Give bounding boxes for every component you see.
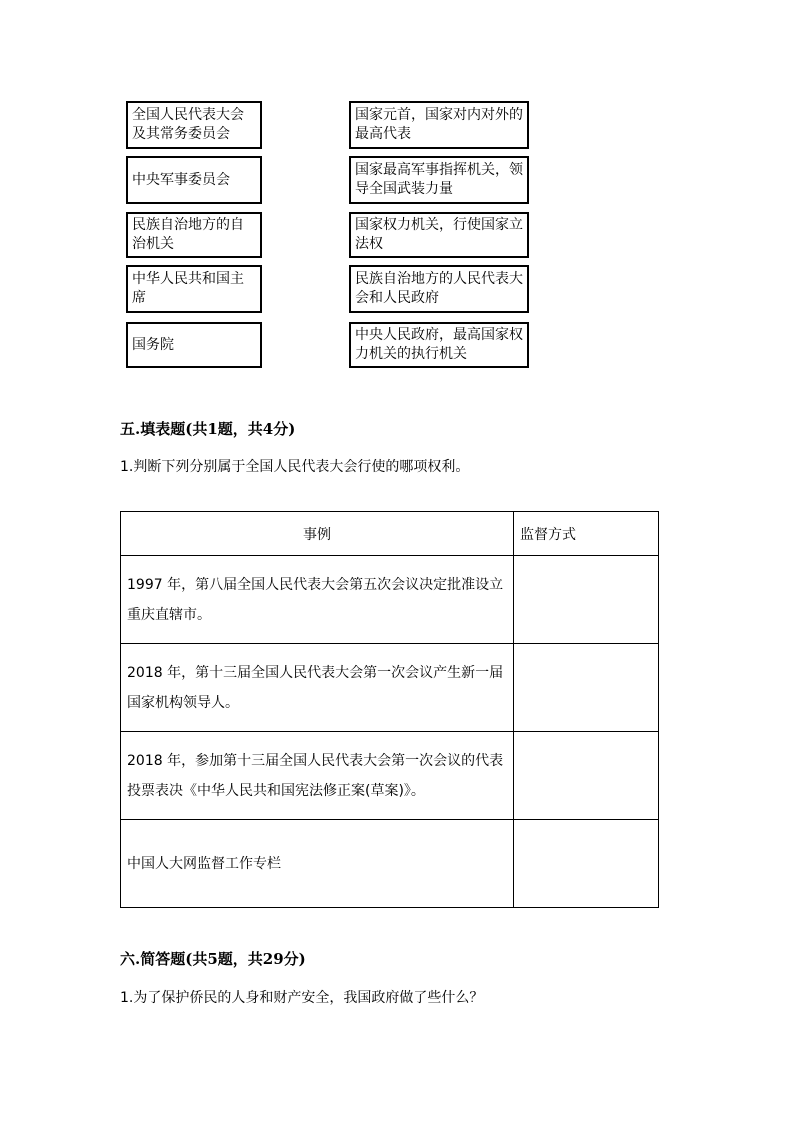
section-title-fill-table: 五.填表题(共1题，共4分) (120, 420, 296, 438)
match-left-item: 全国人民代表大会及其常务委员会 (126, 101, 262, 149)
match-right-item: 中央人民政府，最高国家权力机关的执行机关 (349, 322, 529, 368)
match-left-item: 国务院 (126, 322, 262, 368)
table-cell-answer[interactable] (514, 820, 659, 908)
match-right-item: 国家最高军事指挥机关，领导全国武装力量 (349, 156, 529, 204)
table-row (121, 556, 659, 644)
match-left-item: 中华人民共和国主席 (126, 265, 262, 313)
question-text: 1.判断下列分别属于全国人民代表大会行使的哪项权利。 (120, 459, 470, 475)
table-row (121, 820, 659, 908)
section-title-short-answer: 六.简答题(共5题，共29分) (120, 950, 306, 968)
table-cell-example: 1997 年，第八届全国人民代表大会第五次会议决定批准设立重庆直辖市。 (121, 556, 514, 644)
question-text: 1.为了保护侨民的人身和财产安全，我国政府做了些什么？ (120, 990, 484, 1006)
match-right-item: 国家元首，国家对内对外的最高代表 (349, 101, 529, 149)
table-cell-answer[interactable] (514, 732, 659, 820)
table-cell-answer[interactable] (514, 644, 659, 732)
fill-table (120, 511, 659, 908)
table-row (121, 644, 659, 732)
match-right-item: 民族自治地方的人民代表大会和人民政府 (349, 265, 529, 313)
match-left-item: 中央军事委员会 (126, 156, 262, 204)
column-header-example: 事例 (121, 512, 514, 556)
table-header-row (121, 512, 659, 556)
match-left-item: 民族自治地方的自治机关 (126, 212, 262, 258)
table-cell-example: 2018 年，第十三届全国人民代表大会第一次会议产生新一届国家机构领导人。 (121, 644, 514, 732)
table-cell-answer[interactable] (514, 556, 659, 644)
column-header-method: 监督方式 (514, 512, 659, 556)
table-cell-example: 中国人大网监督工作专栏 (121, 820, 514, 908)
table-cell-example: 2018 年，参加第十三届全国人民代表大会第一次会议的代表投票表决《中华人民共和国宪法修正案(草案)》。 (121, 732, 514, 820)
match-right-item: 国家权力机关，行使国家立法权 (349, 212, 529, 258)
table-row (121, 732, 659, 820)
